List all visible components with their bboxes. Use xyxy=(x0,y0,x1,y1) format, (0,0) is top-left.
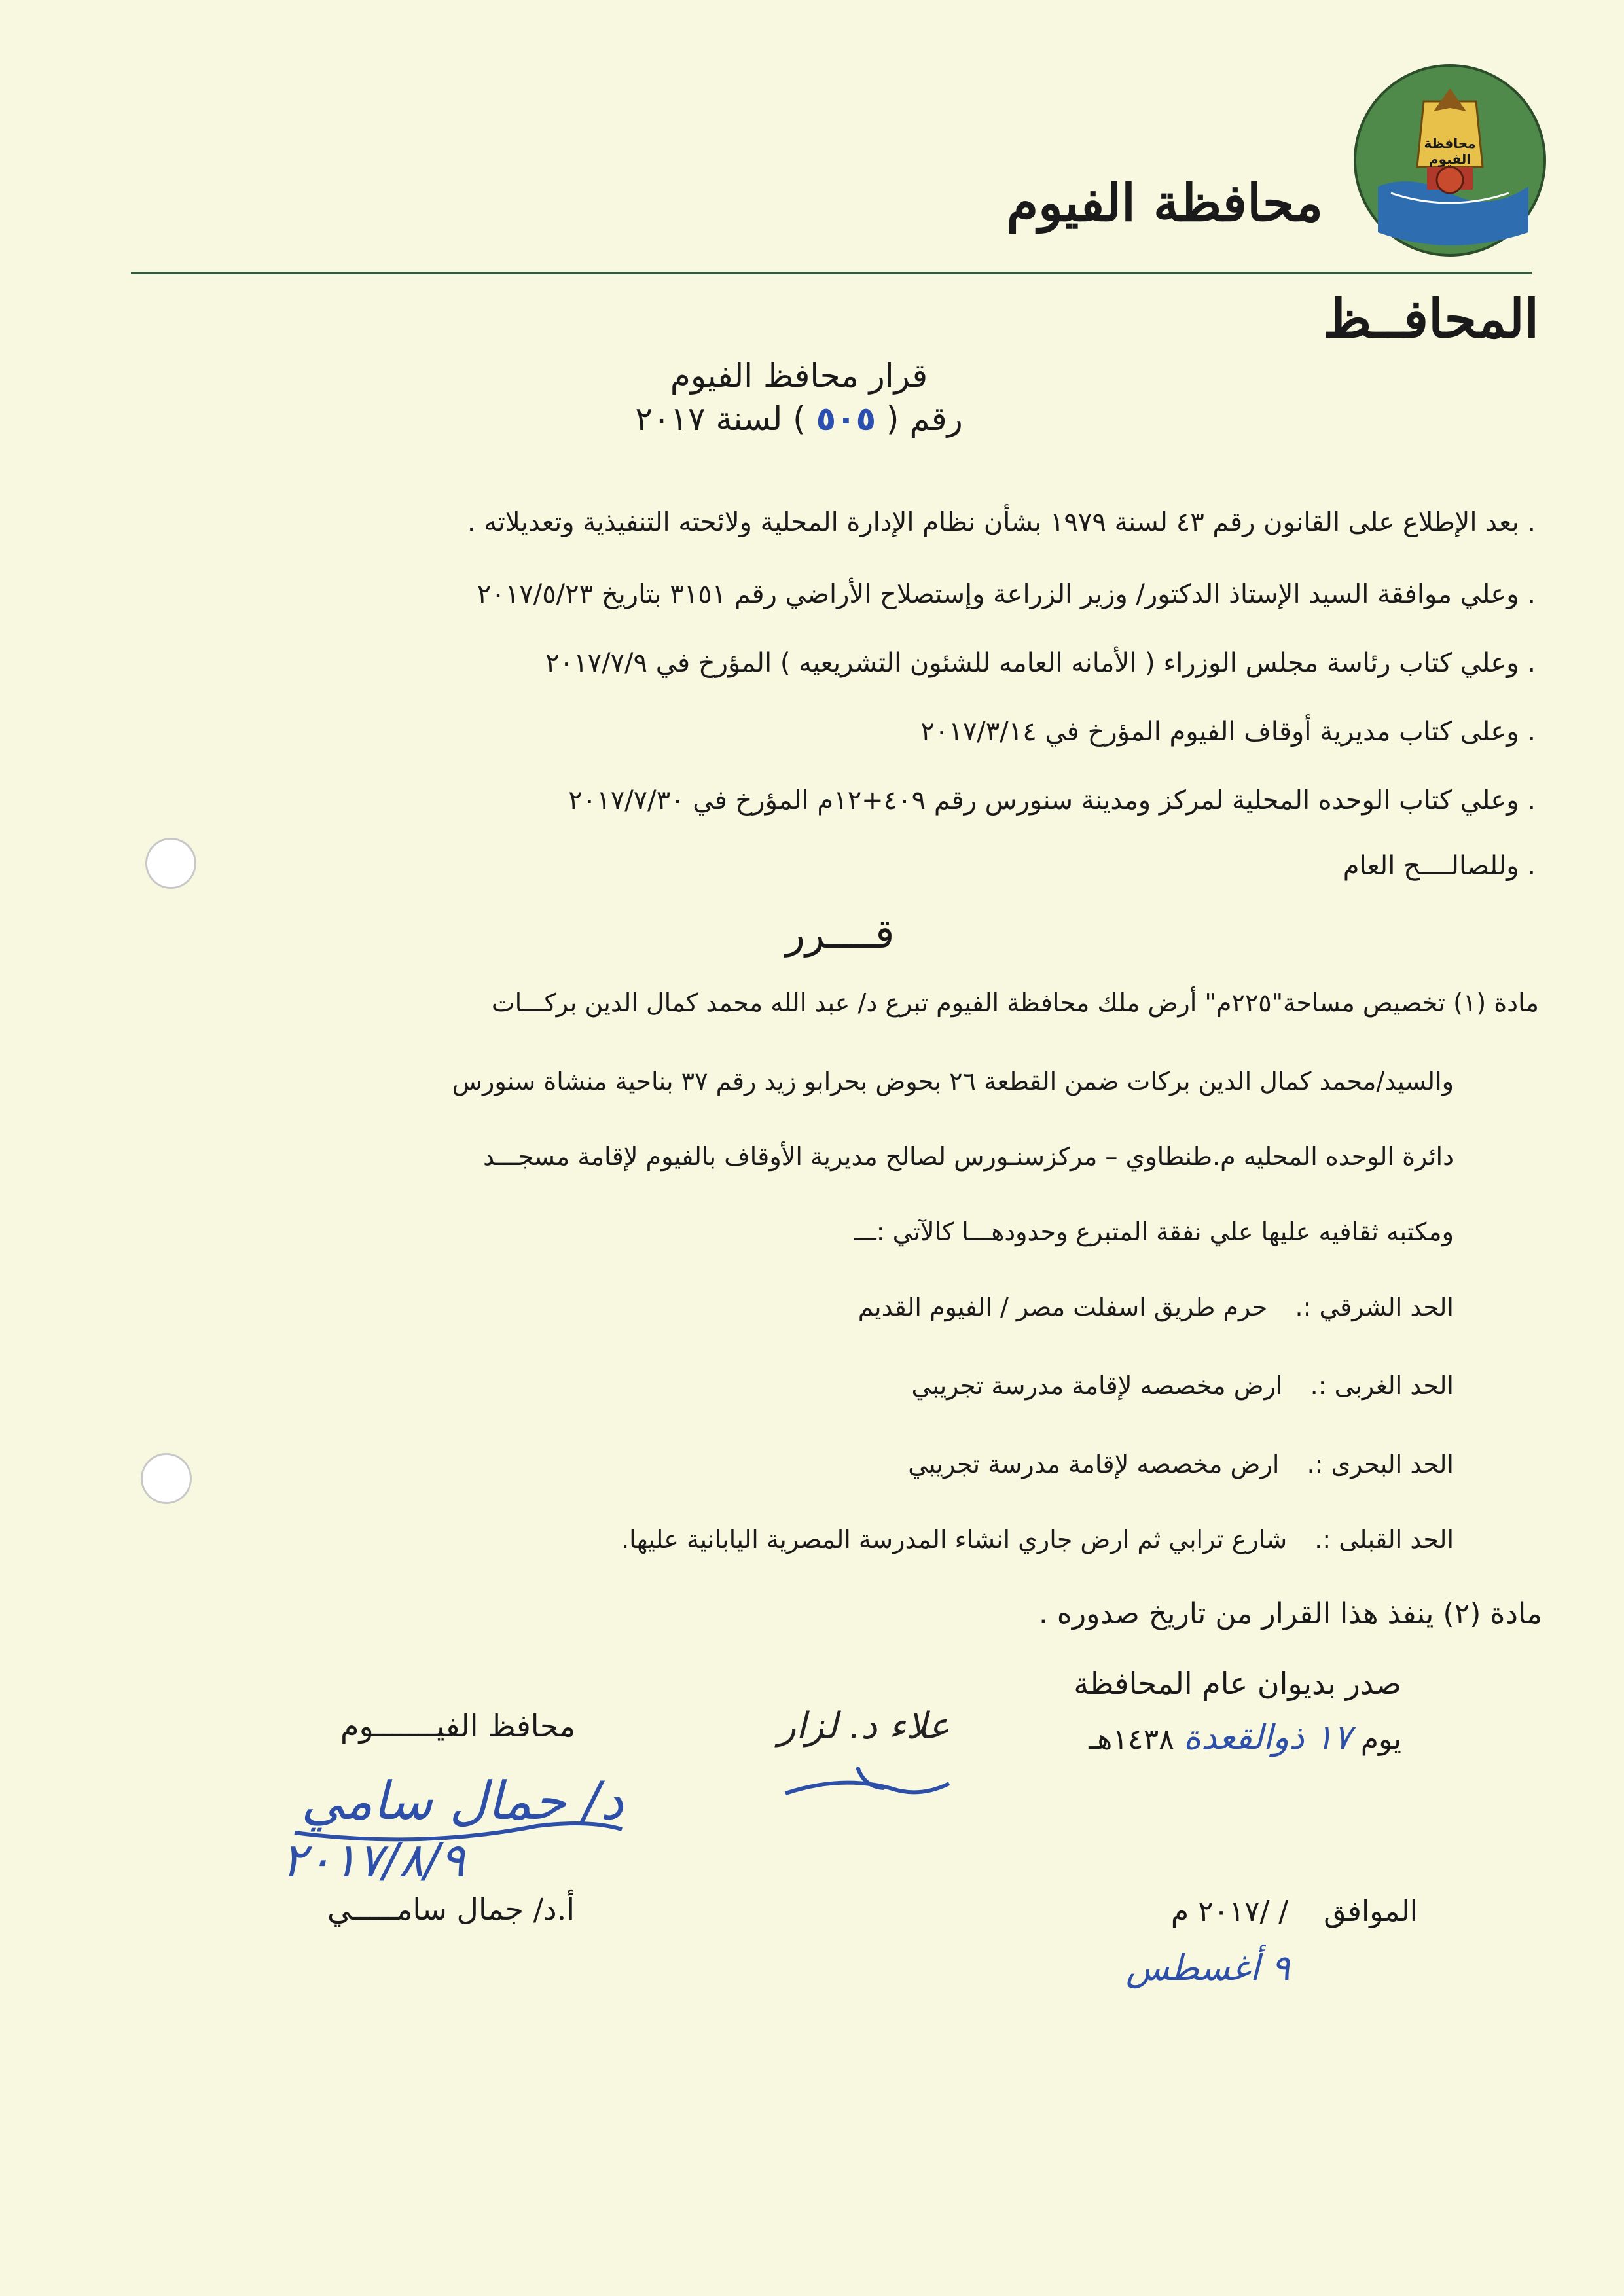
governor-signature-handwritten: د/ جمال سامي xyxy=(301,1770,624,1831)
boundary-label: الحد الغربى :. xyxy=(1310,1371,1454,1400)
boundary-west xyxy=(911,1371,1454,1400)
issued-line1: صدر بديوان عام المحافظة xyxy=(1074,1666,1401,1701)
issued-hijri-year: ١٤٣٨هـ xyxy=(1089,1723,1174,1756)
article1-line: دائرة الوحده المحليه م.طنطاوي – مركزسنـورس لصالح مديرية الأوقاف بالفيوم لإقامة مسجـــد xyxy=(483,1142,1454,1171)
preamble-line: . وللصالــــح العام xyxy=(1343,851,1536,881)
decision-number-suffix: ) لسنة ٢٠١٧ xyxy=(635,400,806,438)
preamble-line: . بعد الإطلاع على القانون رقم ٤٣ لسنة ١٩٧٩ بشأن نظام الإدارة المحلية ولائحته التنفيذية وتعديلاته . xyxy=(467,507,1536,537)
decision-number: ٥٠٥ xyxy=(816,400,876,438)
initials-stroke-icon xyxy=(766,1748,962,1813)
office-title: المحافــظ xyxy=(1323,288,1539,350)
issued-hijri-handwritten: ١٧ ذوالقعدة xyxy=(1183,1718,1352,1757)
logo-text: محافظة الفيوم xyxy=(1424,135,1476,167)
governor-title: محافظ الفيـــــــوم xyxy=(340,1708,576,1744)
boundary-value: شارع ترابي ثم ارض جاري انشاء المدرسة المصرية اليابانية عليها. xyxy=(621,1525,1288,1554)
boundary-value: حرم طريق اسفلت مصر / الفيوم القديم xyxy=(857,1293,1268,1321)
middle-initials-text: علاء د. لزار xyxy=(778,1705,950,1748)
issued-day-label: يوم xyxy=(1360,1723,1401,1756)
issued-gregorian xyxy=(1171,1895,1418,1928)
boundary-label: الحد القبلى :. xyxy=(1314,1525,1454,1554)
preamble-line: . وعلي كتاب رئاسة مجلس الوزراء ( الأمانه العامه للشئون التشريعيه ) المؤرخ في ٢٠١٧/٧/٩ xyxy=(545,648,1536,678)
decision-heading xyxy=(0,357,1624,438)
preamble-line: . وعلي موافقة السيد الإستاذ الدكتور/ وزير الزراعة وإستصلاح الأراضي رقم ٣١٥١ بتاريخ ٢٠١٧/٥/٢٣ xyxy=(477,579,1536,609)
governorate-logo xyxy=(1352,62,1548,259)
punch-hole-top xyxy=(145,838,196,889)
decision-title: قرار محافظ الفيوم xyxy=(670,357,928,395)
issued-line2 xyxy=(1089,1718,1401,1757)
boundary-value: ارض مخصصه لإقامة مدرسة تجريبي xyxy=(911,1371,1283,1400)
decision-number-line xyxy=(0,400,1611,438)
boundary-east xyxy=(858,1293,1454,1321)
middle-initials xyxy=(766,1705,962,1836)
decision-number-prefix: رقم ( xyxy=(886,400,963,438)
decides-heading: قــــرر xyxy=(785,910,895,958)
preamble-line: . وعلي كتاب الوحده المحلية لمركز ومدينة سنورس رقم ٤٠٩+١٢م المؤرخ في ٢٠١٧/٧/٣٠ xyxy=(568,785,1536,816)
boundary-south xyxy=(621,1525,1454,1554)
header-rule xyxy=(131,272,1532,274)
boundary-label: الحد الشرقي :. xyxy=(1295,1293,1454,1321)
article1-line: مادة (١) تخصيص مساحة"٢٢٥م" أرض ملك محافظة الفيوم تبرع د/ عبد الله محمد كمال الدين بركـــات xyxy=(491,988,1539,1017)
boundary-label: الحد البحرى :. xyxy=(1307,1450,1454,1479)
issued-gregorian-date: / /٢٠١٧ م xyxy=(1170,1895,1289,1928)
boundary-north xyxy=(908,1450,1454,1479)
governorate-name: محافظة الفيوم xyxy=(1006,173,1323,233)
issued-gregorian-handwritten: ٩ أغسطس xyxy=(1126,1947,1290,1988)
article1-line: والسيد/محمد كمال الدين بركات ضمن القطعة ٢٦ بحوض بحرابو زيد رقم ٣٧ بناحية منشاة سنورس xyxy=(452,1067,1454,1096)
boundary-value: ارض مخصصه لإقامة مدرسة تجريبي xyxy=(908,1450,1280,1479)
punch-hole-bottom xyxy=(141,1453,192,1504)
preamble-line: . وعلى كتاب مديرية أوقاف الفيوم المؤرخ في ٢٠١٧/٣/١٤ xyxy=(920,717,1536,747)
article2: مادة (٢) ينفذ هذا القرار من تاريخ صدوره . xyxy=(1038,1597,1542,1630)
governor-signature-date: ٢٠١٧/٨/٩ xyxy=(281,1833,465,1888)
article1-line: ومكتبه ثقافيه عليها علي نفقة المتبرع وحدودهـــا كالآتي :ـــ xyxy=(854,1217,1454,1246)
issued-gregorian-label: الموافق xyxy=(1324,1895,1418,1928)
governor-name: أ.د/ جمال سامـــــي xyxy=(327,1892,575,1927)
